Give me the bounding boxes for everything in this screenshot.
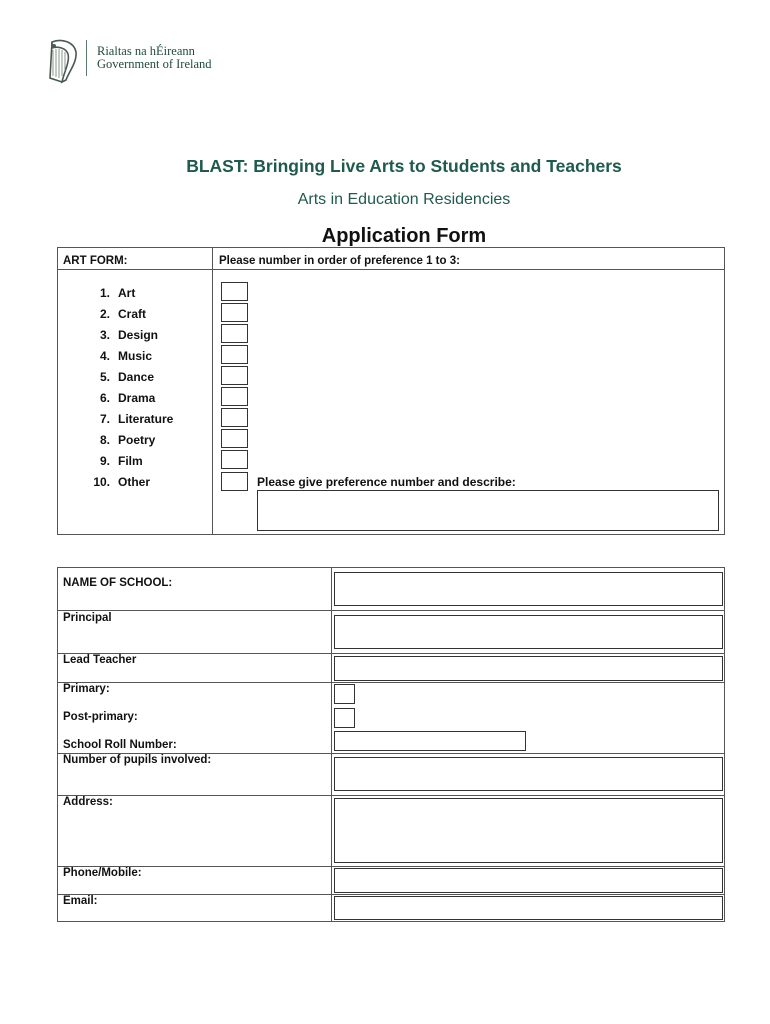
item-label: Music bbox=[118, 349, 153, 363]
roll-number-label: School Roll Number: bbox=[63, 739, 177, 751]
item-number: 7. bbox=[99, 412, 110, 426]
table-divider bbox=[57, 682, 725, 683]
item-number: 4. bbox=[99, 349, 110, 363]
item-label: Drama bbox=[118, 391, 156, 405]
table-divider bbox=[57, 610, 725, 611]
art-form-item bbox=[86, 370, 154, 384]
item-number: 5. bbox=[99, 370, 110, 384]
describe-input[interactable] bbox=[257, 490, 719, 531]
lead-teacher-field[interactable] bbox=[334, 656, 723, 681]
item-number: 2. bbox=[99, 307, 110, 321]
school-name-label: NAME OF SCHOOL: bbox=[63, 577, 173, 589]
table-divider bbox=[57, 653, 725, 654]
table-divider bbox=[57, 269, 725, 270]
table-divider bbox=[57, 866, 725, 867]
post-primary-label: Post-primary: bbox=[63, 711, 138, 723]
school-name-field[interactable] bbox=[334, 572, 723, 606]
preference-input-dance[interactable] bbox=[221, 366, 248, 385]
item-label: Design bbox=[118, 328, 159, 342]
preference-input-design[interactable] bbox=[221, 324, 248, 343]
item-label: Poetry bbox=[118, 433, 156, 447]
primary-label: Primary: bbox=[63, 683, 110, 695]
item-number: 6. bbox=[99, 391, 110, 405]
preference-input-other[interactable] bbox=[221, 472, 248, 491]
item-number: 1. bbox=[99, 286, 110, 300]
pupils-field[interactable] bbox=[334, 757, 723, 791]
logo-divider bbox=[86, 40, 87, 76]
harp-logo-icon bbox=[44, 38, 80, 84]
item-label: Other bbox=[118, 475, 151, 489]
item-label: Art bbox=[118, 286, 136, 300]
preference-input-craft[interactable] bbox=[221, 303, 248, 322]
item-label: Dance bbox=[118, 370, 155, 384]
document-title: BLAST: Bringing Live Arts to Students and Teachers bbox=[186, 156, 622, 176]
art-form-item bbox=[86, 454, 143, 468]
roll-number-field[interactable] bbox=[334, 731, 526, 751]
art-form-item bbox=[86, 328, 158, 342]
item-label: Craft bbox=[118, 307, 147, 321]
lead-teacher-label: Lead Teacher bbox=[63, 654, 137, 666]
preference-input-drama[interactable] bbox=[221, 387, 248, 406]
preference-header: Please number in order of preference 1 to 3: bbox=[219, 255, 460, 267]
preference-input-poetry[interactable] bbox=[221, 429, 248, 448]
phone-label: Phone/Mobile: bbox=[63, 867, 142, 879]
logo-text-irish: Rialtas na hÉireann bbox=[97, 44, 195, 58]
item-label: Film bbox=[118, 454, 143, 468]
post-primary-checkbox[interactable] bbox=[334, 708, 355, 728]
describe-label: Please give preference number and describe: bbox=[257, 475, 516, 489]
form-title: Application Form bbox=[321, 225, 487, 247]
item-number: 8. bbox=[99, 433, 110, 447]
table-divider bbox=[331, 567, 332, 922]
item-number: 9. bbox=[99, 454, 110, 468]
logo-text-english: Government of Ireland bbox=[97, 57, 212, 71]
item-number: 10. bbox=[93, 475, 110, 489]
email-field[interactable] bbox=[334, 896, 723, 920]
document-subtitle: Arts in Education Residencies bbox=[297, 191, 511, 208]
table-divider bbox=[57, 795, 725, 796]
preference-input-music[interactable] bbox=[221, 345, 248, 364]
art-form-item bbox=[86, 412, 173, 426]
art-form-item bbox=[86, 286, 135, 300]
email-label: Email: bbox=[63, 895, 98, 907]
address-field[interactable] bbox=[334, 798, 723, 863]
preference-input-film[interactable] bbox=[221, 450, 248, 469]
table-divider bbox=[212, 247, 213, 535]
art-form-item bbox=[86, 391, 155, 405]
art-form-item bbox=[86, 475, 150, 489]
principal-label: Principal bbox=[63, 612, 112, 624]
art-form-item bbox=[86, 349, 152, 363]
preference-input-literature[interactable] bbox=[221, 408, 248, 427]
address-label: Address: bbox=[63, 796, 113, 808]
primary-checkbox[interactable] bbox=[334, 684, 355, 704]
table-divider bbox=[57, 894, 725, 895]
art-form-item bbox=[86, 307, 146, 321]
pupils-label: Number of pupils involved: bbox=[63, 754, 212, 766]
item-label: Literature bbox=[118, 412, 174, 426]
art-form-item bbox=[86, 433, 155, 447]
preference-input-art[interactable] bbox=[221, 282, 248, 301]
principal-field[interactable] bbox=[334, 615, 723, 649]
item-number: 3. bbox=[99, 328, 110, 342]
phone-field[interactable] bbox=[334, 868, 723, 893]
art-form-header: ART FORM: bbox=[63, 255, 128, 267]
